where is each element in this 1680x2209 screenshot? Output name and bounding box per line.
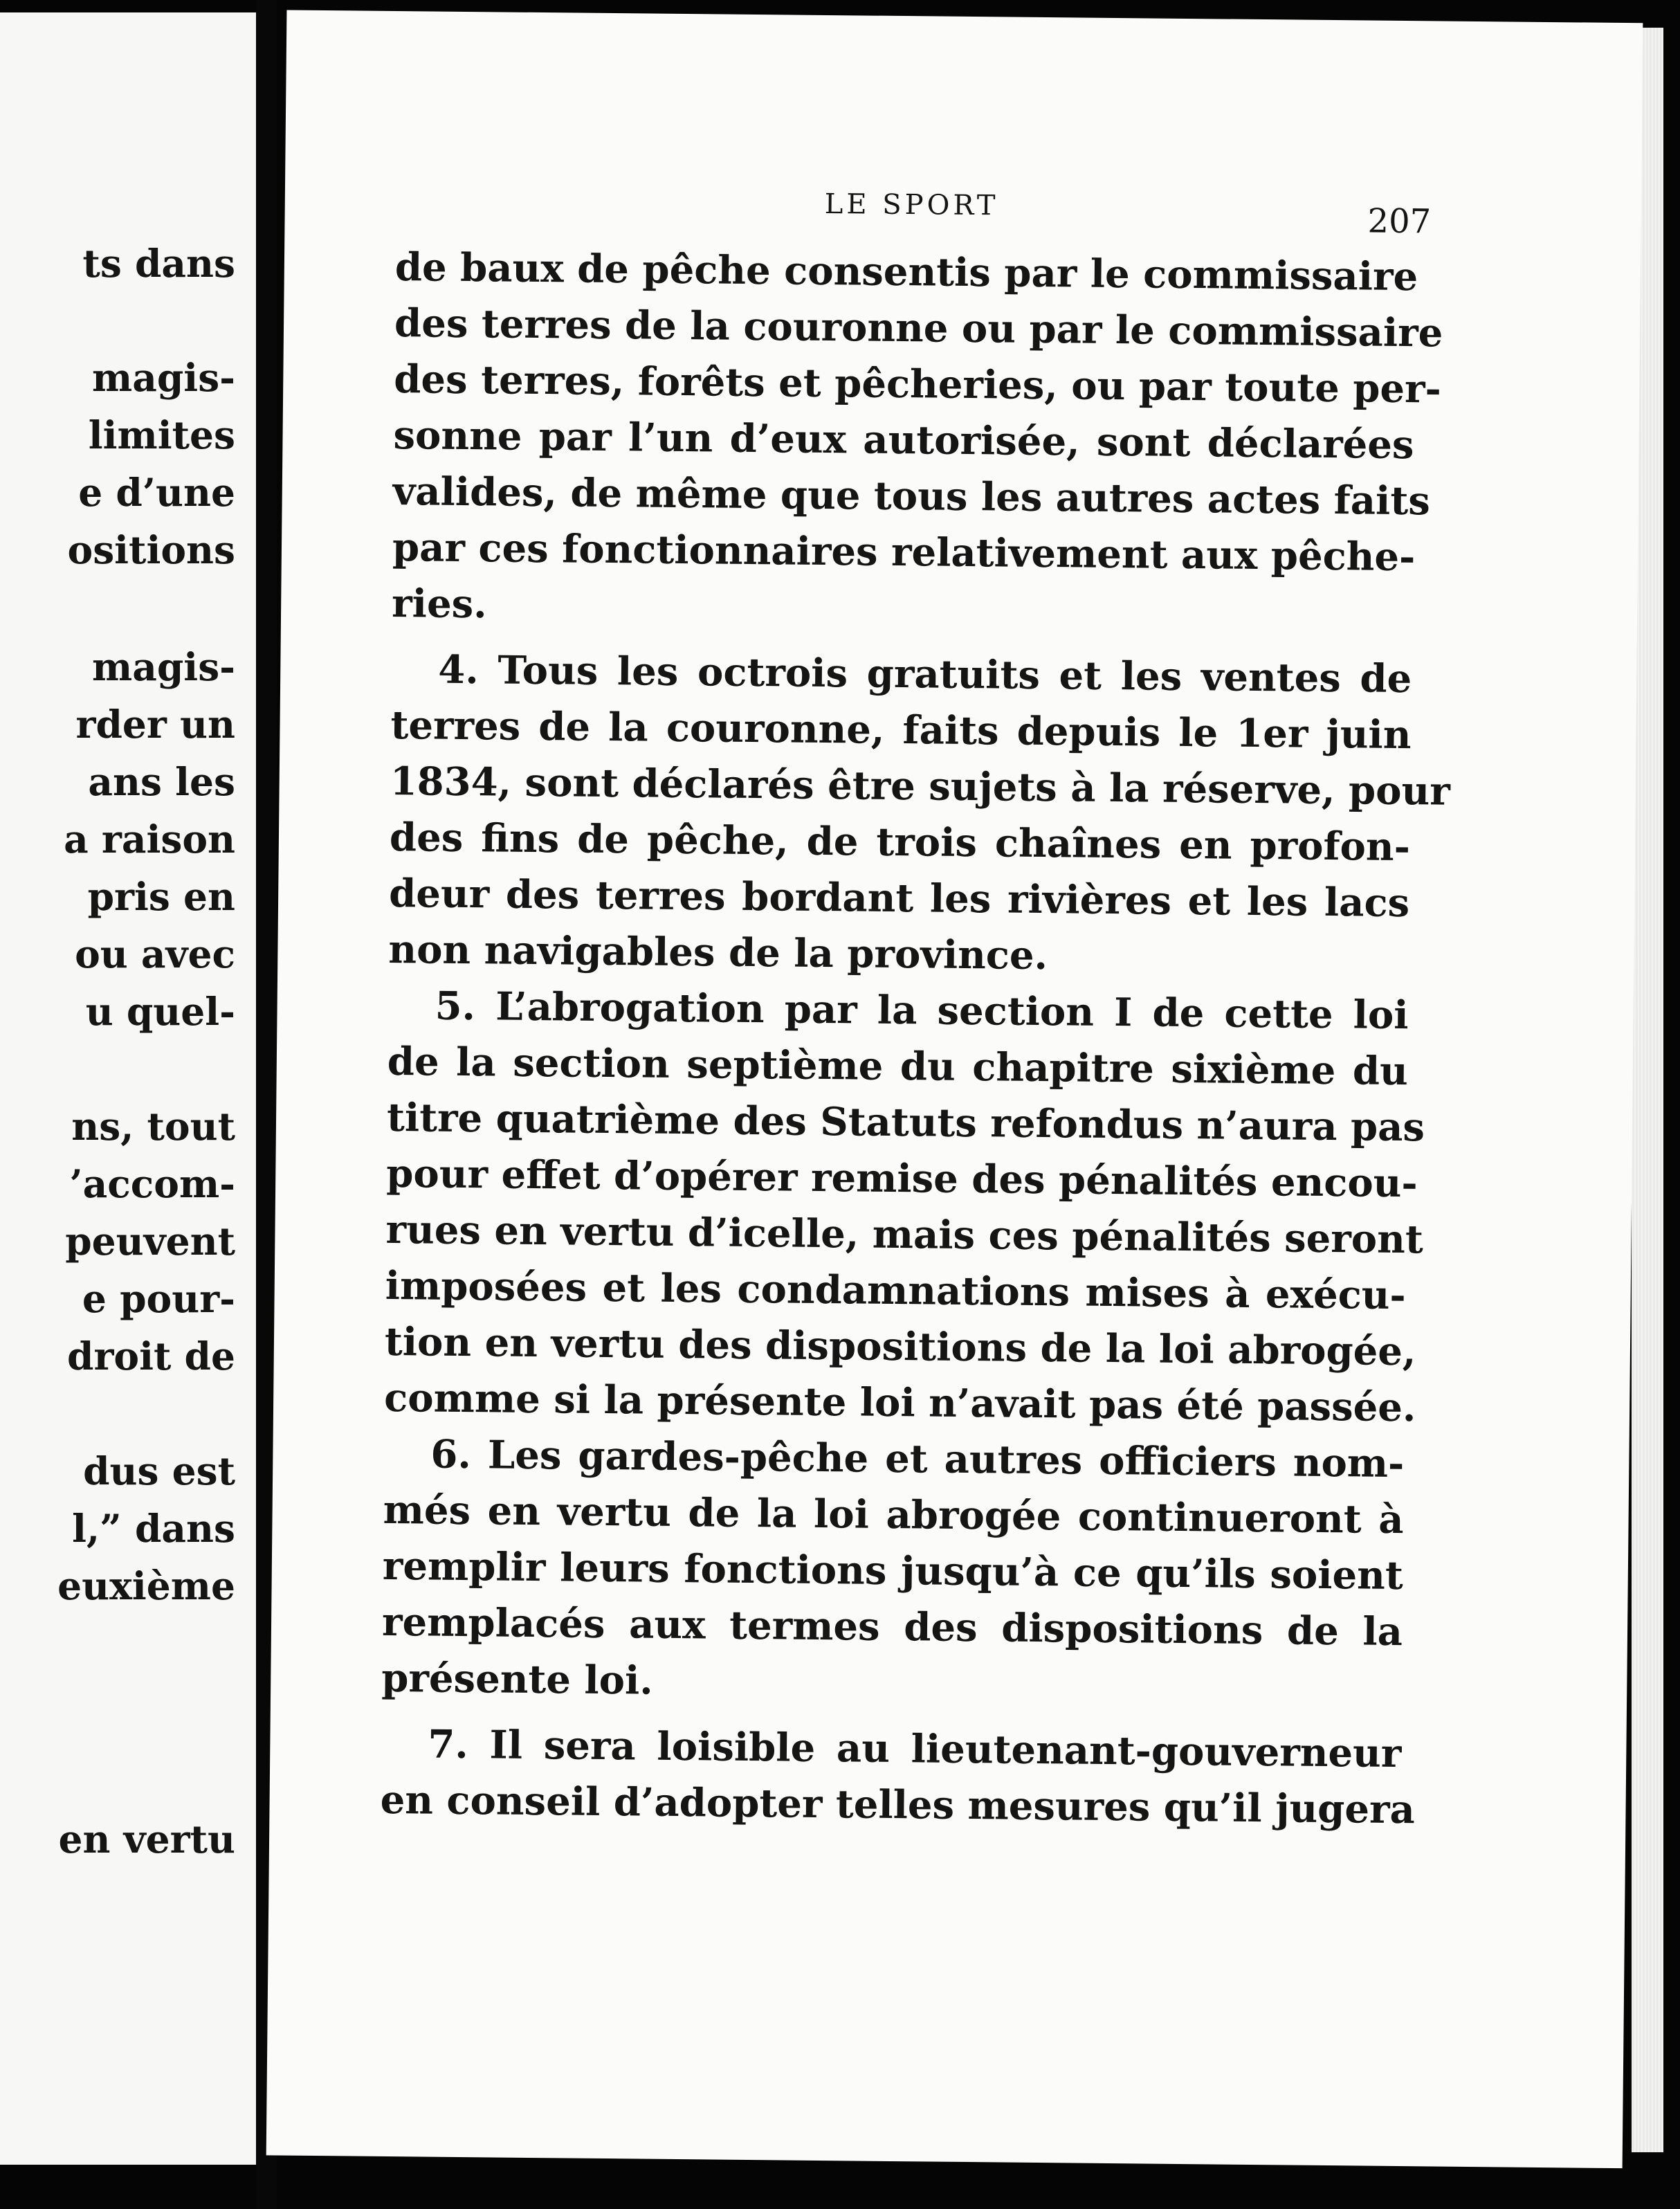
left-page-line: euxième <box>57 1563 235 1608</box>
text-line: des fins de pêche, de trois chaînes en profon- <box>389 814 1411 871</box>
text-line: pour effet d’opérer remise des pénalités encou- <box>385 1150 1418 1207</box>
left-page-line: ns, tout <box>71 1104 235 1149</box>
running-head: LE SPORT <box>824 188 999 222</box>
text-line: terres de la couronne, faits depuis le 1er juin <box>390 702 1412 758</box>
text-line: de baux de pêche consentis par le commissaire <box>394 244 1418 300</box>
text-line: des terres de la couronne ou par le commissaire <box>394 300 1443 356</box>
text-line: 4. Tous les octrois gratuits et les ventes de <box>437 646 1412 702</box>
left-page-line: u quel- <box>85 989 235 1034</box>
text-line: rues en vertu d’icelle, mais ces pénalités seront <box>385 1206 1424 1263</box>
left-page-line: ou avec <box>75 931 235 976</box>
text-line: non navigables de la province. <box>388 926 1048 979</box>
text-line: 7. Il sera loisible au lieutenant-gouverneur <box>428 1721 1402 1777</box>
left-page <box>0 12 256 2165</box>
left-page-line: dus est <box>83 1448 235 1493</box>
text-line: de la section septième du chapitre sixième du <box>387 1038 1409 1095</box>
text-line: 6. Les gardes-pêche et autres officiers nom- <box>430 1431 1405 1487</box>
text-line: 5. L’abrogation par la section I de cette loi <box>435 983 1409 1039</box>
text-line: 1834, sont déclarés être sujets à la réserve, pour <box>390 758 1451 815</box>
left-page-line: e pour- <box>82 1276 235 1321</box>
left-page-line: e d’une <box>78 470 235 515</box>
left-page-line: en vertu <box>58 1817 235 1862</box>
page-number: 207 <box>1367 201 1432 242</box>
left-page-line: limites <box>88 412 235 457</box>
text-line: par ces fonctionnaires relativement aux pêche- <box>392 524 1416 581</box>
left-page-line: droit de <box>66 1334 235 1379</box>
left-page-line: peuvent <box>65 1219 235 1264</box>
left-page-line: pris en <box>87 874 235 919</box>
text-line: remplacés aux termes des dispositions de la <box>381 1599 1403 1655</box>
left-page-line: l,” dans <box>72 1506 235 1551</box>
text-line: présente loi. <box>381 1655 654 1704</box>
left-page-line: ’accom- <box>69 1161 235 1206</box>
left-page-line: magis- <box>92 644 235 689</box>
text-line: comme si la présente loi n’avait pas été passée. <box>383 1374 1416 1431</box>
text-line: deur des terres bordant les rivières et les lacs <box>388 870 1410 927</box>
left-page-line: ts dans <box>82 241 235 286</box>
left-page-line: a raison <box>64 817 235 862</box>
left-page-line: rder un <box>75 702 235 747</box>
text-line: tion en vertu des dispositions de la loi abrogée, <box>384 1318 1416 1375</box>
text-line: més en vertu de la loi abrogée continueront à <box>383 1487 1404 1543</box>
right-page <box>266 10 1643 2168</box>
left-page-line: ans les <box>88 759 235 804</box>
text-line: sonne par l’un d’eux autorisée, sont déclarées <box>393 412 1414 469</box>
text-line: imposées et les condamnations mises à exécu- <box>385 1262 1407 1319</box>
left-page-line: magis- <box>92 355 235 400</box>
text-line: en conseil d’adopter telles mesures qu’il jugera <box>380 1776 1416 1833</box>
left-page-line: ositions <box>67 527 235 572</box>
text-line: titre quatrième des Statuts refondus n’aura pas <box>386 1094 1425 1151</box>
body-text <box>380 239 1451 1838</box>
text-line: remplir leurs fonctions jusqu’à ce qu’ils soient <box>382 1543 1404 1599</box>
text-line: des terres, forêts et pêcheries, ou par toute per- <box>394 356 1442 412</box>
text-line: ries. <box>391 580 487 628</box>
text-line: valides, de même que tous les autres actes faits <box>392 468 1431 525</box>
